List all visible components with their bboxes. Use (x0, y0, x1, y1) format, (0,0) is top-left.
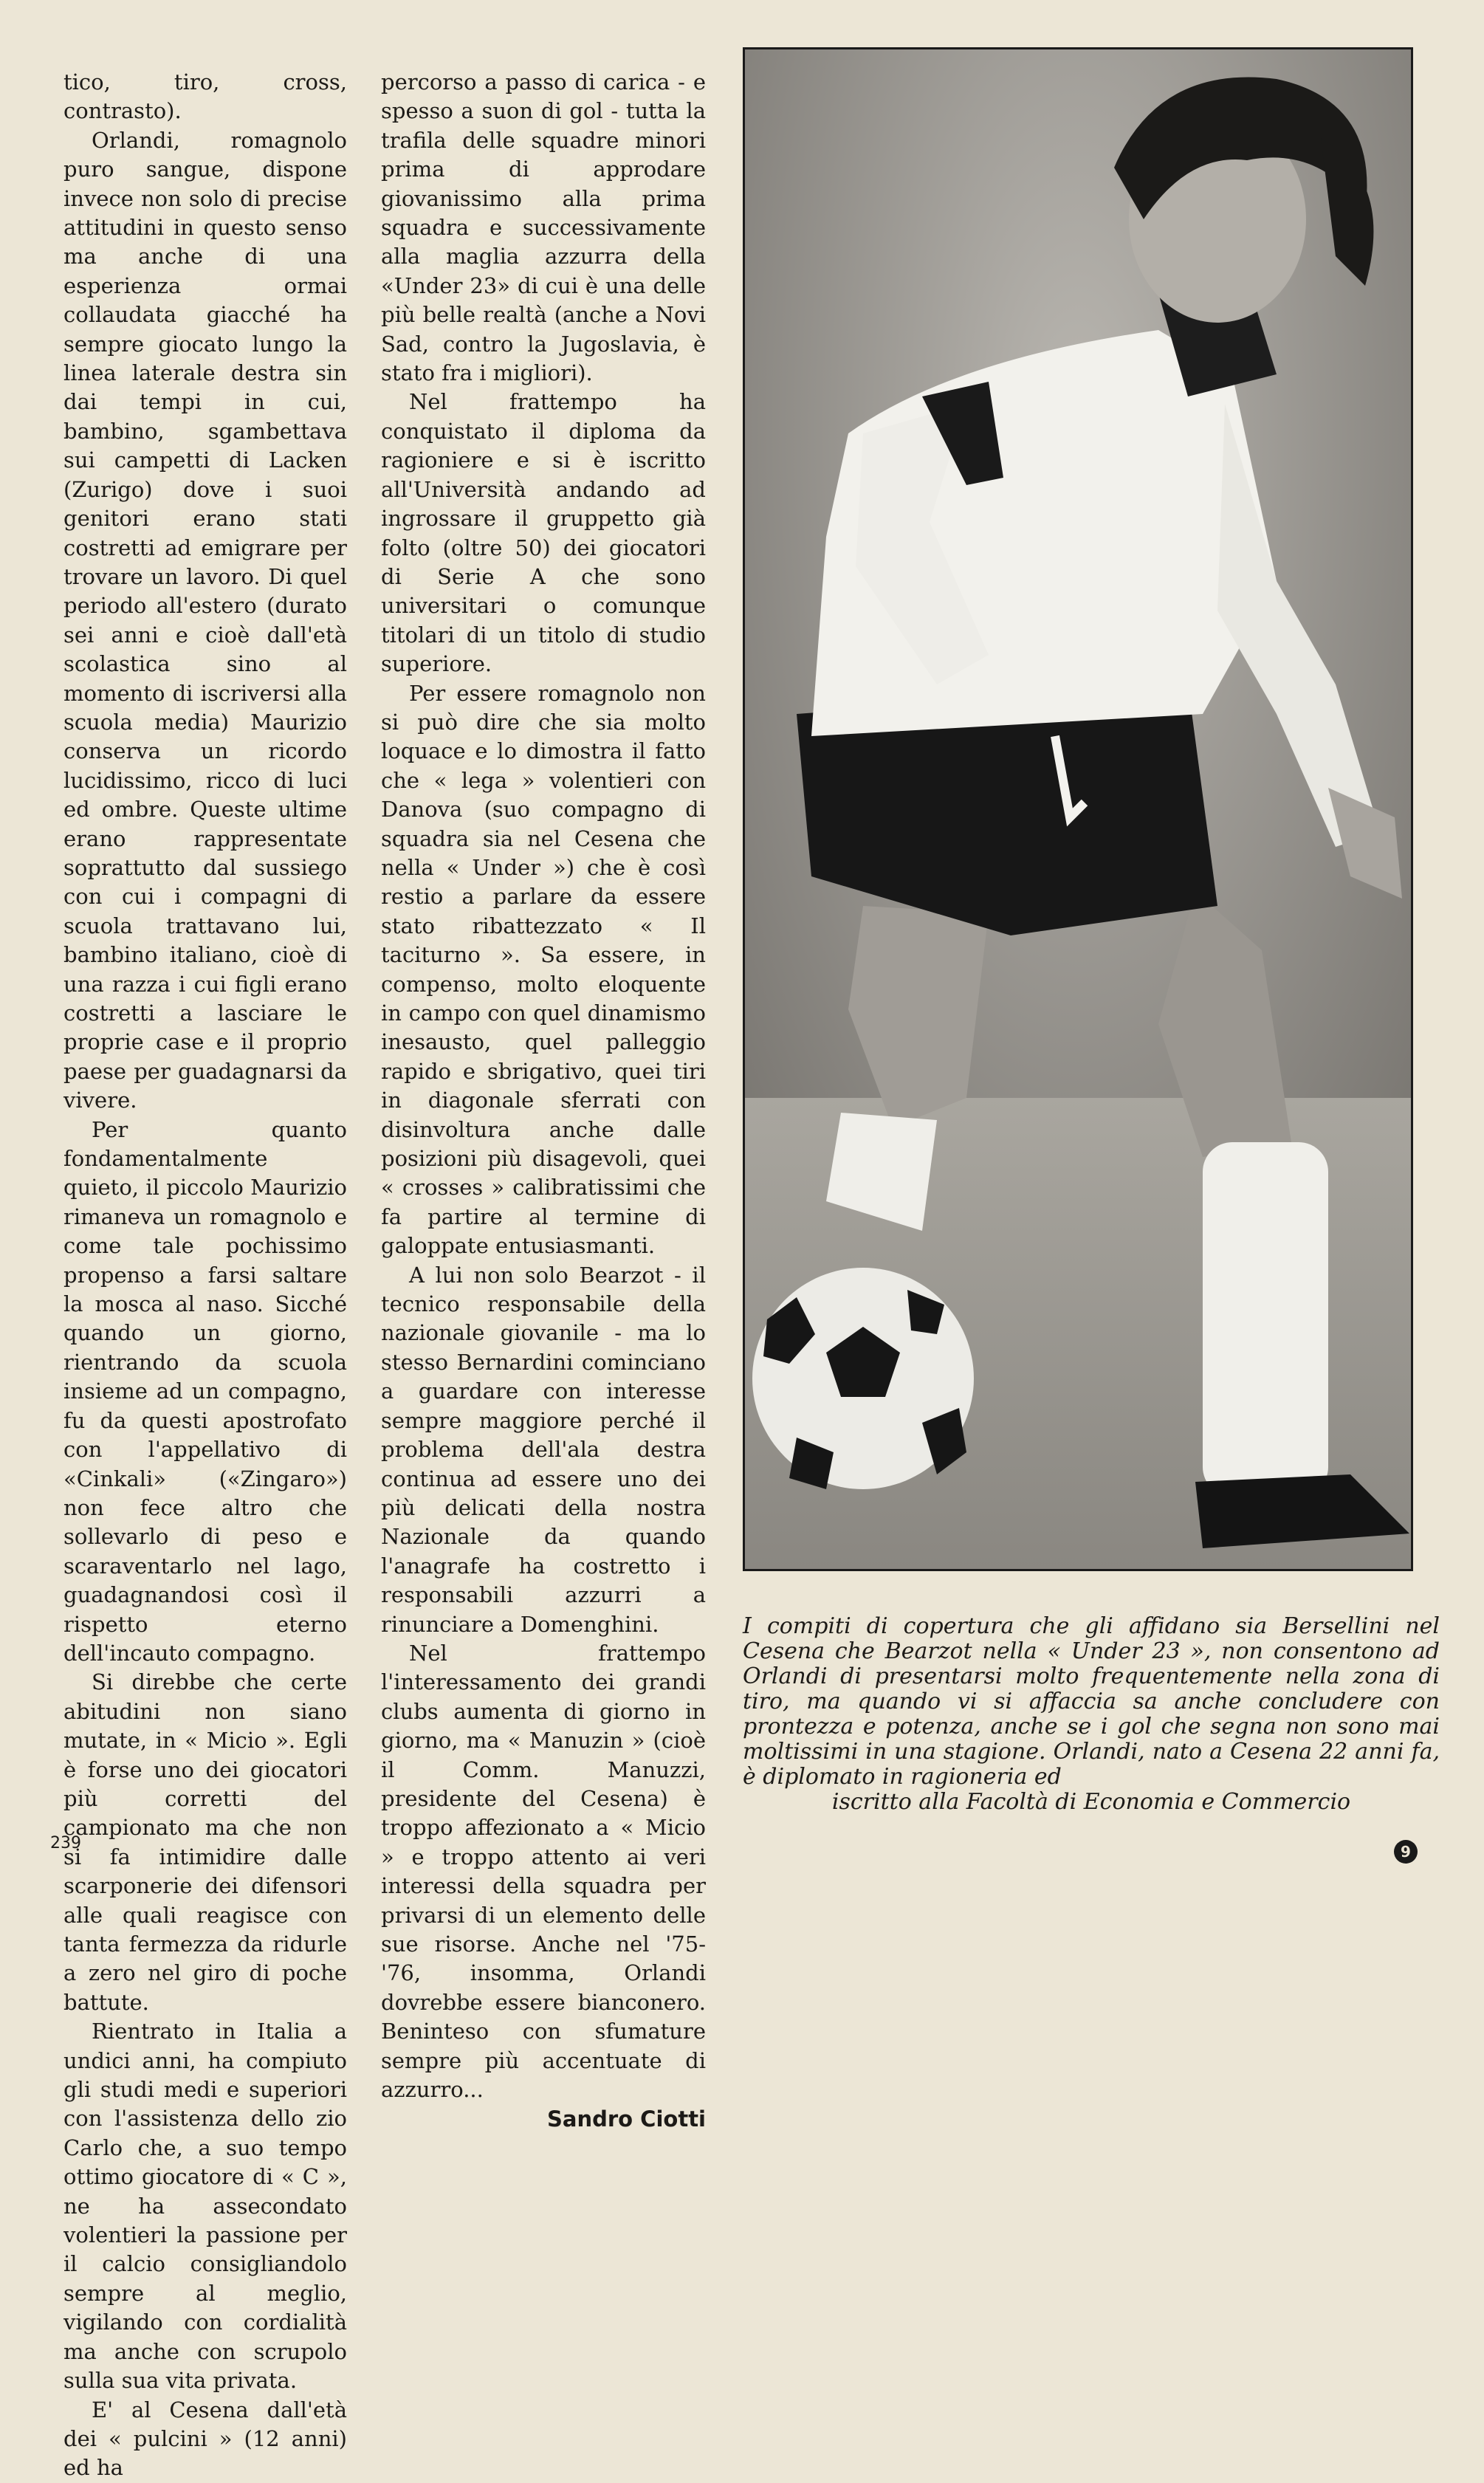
footballer-illustration (745, 49, 1411, 1569)
paragraph: Per essere romagnolo non si può dire che sia molto loquace e lo dimostra il fatto che « lega » volentieri con Danova (suo compagno di squadra sia nel Cesena che nella « Under ») che è così restio a parlare da essere stato ribattezzato « Il taciturno ». Sa essere, in compenso, molto eloquente in campo con quel dinamismo inesausto, quel palleggio rapido e sbrigativo, quei tiri in diagonale sferrati con disinvoltura anche dalle posizioni più disagevoli, quei « crosses » calibratissimi che fa partire al termine di galoppate entusiasmanti. (381, 680, 706, 1259)
paragraph: Nel frattempo l'interessamento dei grandi clubs aumenta di giorno in giorno, ma « Manuzin » (cioè il Comm. Manuzzi, presidente del Cesena) è troppo affezionato a « Micio » e troppo attento ai veri interessi della squadra per privarsi di un elemento delle sue risorse. Anche nel '75-'76, insomma, Orlandi dovrebbe essere bianconero. Beninteso con sfumature sempre più accentuate di azzurro... (381, 1640, 706, 2103)
author-byline: Sandro Ciotti (547, 2106, 706, 2132)
photo-caption (743, 1614, 1440, 1815)
text-column-left (63, 68, 347, 2483)
paragraph: Orlandi, romagnolo puro sangue, dispone invece non solo di precise attitudini in questo senso ma anche di una esperienza ormai collaudata giacché ha sempre giocato lungo la linea laterale destra sin dai tempi in cui, bambino, sgambettava sui campetti di Lacken (Zurigo) dove i suoi genitori erano stati costretti ad emigrare per trovare un lavoro. Di quel periodo all'estero (durato sei anni e cioè dall'età scolastica sino al momento di iscriversi alla scuola media) Maurizio conserva un ricordo lucidissimo, ricco di luci ed ombre. Queste ultime erano rappresentate soprattutto dal sussiego con cui i compagni di scuola trattavano lui, bambino italiano, cioè di una razza i cui figli erano costretti a lasciare le proprie case e il proprio paese per guadagnarsi da vivere. (63, 127, 347, 1113)
paragraph: Rientrato in Italia a undici anni, ha compiuto gli studi medi e superiori con l'assistenza dello zio Carlo che, a suo tempo ottimo giocatore di « C », ne ha assecondato volentieri la passione per il calcio consigliandolo sempre al meglio, vigilando con cordialità ma anche con scrupolo sulla sua vita privata. (63, 2019, 347, 2394)
paragraph: A lui non solo Bearzot - il tecnico responsabile della nazionale giovanile - ma lo stesso Bernardini cominciano a guardare con interesse sempre maggiore perché il problema dell'ala destra continua ad essere uno dei più delicati della nostra Nazionale da quando l'anagrafe ha costretto i responsabili azzurri a rinunciare a Domenghini. (381, 1262, 706, 1637)
player-photo (743, 47, 1413, 1571)
paragraph: tico, tiro, cross, contrasto). (63, 69, 347, 124)
paragraph: Si direbbe che certe abitudini non siano mutate, in « Micio ». Egli è forse uno dei giocatori più corretti del campionato ma che non si fa intimidire dalle scarponerie dei difensori alle quali reagisce con tanta fermezza da ridurle a zero nel giro di poche battute. (63, 1669, 347, 2015)
page-number: 239 (50, 1834, 81, 1852)
paragraph: E' al Cesena dall'età dei « pulcini » (12 anni) ed ha (63, 2397, 347, 2481)
caption-text: I compiti di copertura che gli affidano sia Bersellini nel Cesena che Bearzot nella « Under 23 », non consentono ad Orlandi di presentarsi molto frequentemente nella zona di tiro, ma quando vi si affaccia sa anche concludere con prontezza e potenza, anche se i gol che segna non sono mai moltissimi in una stagione. Orlandi, nato a Cesena 22 anni fa, è diplomato in ragioneria ed (743, 1613, 1440, 1790)
paragraph: Per quanto fondamentalmente quieto, il piccolo Maurizio rimaneva un romagnolo e come tale pochissimo propenso a farsi saltare la mosca al naso. Sicché quando un giorno, rientrando da scuola insieme ad un compagno, fu da questi apostrofato con l'appellativo di «Cinkali» («Zingaro») non fece altro che sollevarlo di peso e scaraventarlo nel lago, guadagnandosi così il rispetto eterno dell'incauto compagno. (63, 1116, 347, 1666)
section-number-badge: 9 (1394, 1840, 1418, 1864)
paragraph: Nel frattempo ha conquistato il diploma da ragioniere e si è iscritto all'Università andando ad ingrossare il gruppetto già folto (oltre 50) dei giocatori di Serie A che sono universitari o comunque titolari di un titolo di studio superiore. (381, 389, 706, 677)
paragraph: percorso a passo di carica - e spesso a suon di gol - tutta la trafila delle squadre minori prima di approdare giovanissimo alla prima squadra e successivamente alla maglia azzurra della «Under 23» di cui è una delle più belle realtà (anche a Novi Sad, contro la Jugoslavia, è stato fra i migliori). (381, 69, 706, 386)
caption-last-line: iscritto alla Facoltà di Economia e Commercio (831, 1789, 1351, 1815)
text-column-middle (381, 68, 706, 2134)
